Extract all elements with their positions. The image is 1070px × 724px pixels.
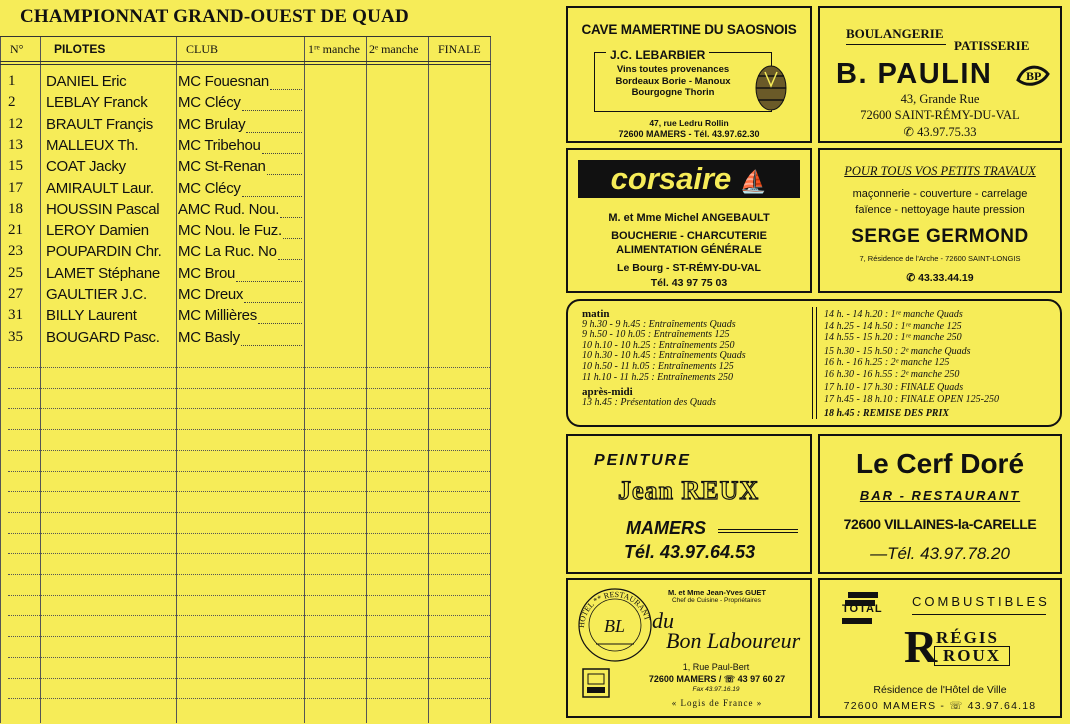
rider-name: LEROY Damien xyxy=(46,222,149,240)
ad-corsaire-l2: ALIMENTATION GÉNÉRALE xyxy=(616,244,762,256)
table-row xyxy=(0,243,491,264)
ad-labour-owners: M. et Mme Jean-Yves GUET xyxy=(668,588,766,597)
blank-line xyxy=(8,595,490,596)
logis-de-france-icon xyxy=(582,668,610,698)
rider-name: AMIRAULT Laur. xyxy=(46,179,154,197)
rider-club: MC Brou xyxy=(178,264,236,282)
ad-paulin-top1: BOULANGERIE xyxy=(846,26,944,41)
dotted-leader xyxy=(278,259,302,260)
ad-roux-combustibles: COMBUSTIBLES xyxy=(912,594,1050,609)
underline xyxy=(718,529,798,533)
blank-line xyxy=(8,553,490,554)
rider-name: LAMET Stéphane xyxy=(46,264,160,282)
left-page xyxy=(0,0,500,724)
ad-cerf-dore xyxy=(818,434,1062,574)
table-row xyxy=(0,329,491,350)
rider-number: 13 xyxy=(8,136,23,153)
header-pilotes: PILOTES xyxy=(54,42,106,56)
header-manche-2: 2ᵉ manche xyxy=(369,42,419,56)
ad-bon-laboureur xyxy=(566,578,812,718)
schedule-divider xyxy=(816,307,817,419)
rider-name: GAULTIER J.C. xyxy=(46,286,147,303)
blank-line xyxy=(8,408,490,409)
blank-line xyxy=(8,615,490,616)
ad-peinture-reux xyxy=(566,434,812,574)
ad-corsaire-l1: BOUCHERIE - CHARCUTERIE xyxy=(611,230,767,242)
ad-cerf-tel-text: Tél. 43.97.78.20 xyxy=(887,544,1010,563)
table-row xyxy=(0,73,491,94)
ad-germond-headline: POUR TOUS VOS PETITS TRAVAUX xyxy=(844,164,1036,178)
rider-name: COAT Jacky xyxy=(46,158,126,176)
table-row xyxy=(0,94,491,115)
rider-name: BOUGARD Pasc. xyxy=(46,328,160,346)
ad-cave-line: Vins toutes provenances xyxy=(616,64,730,75)
ad-roux-name2: ROUX xyxy=(934,646,1010,666)
ad-paulin-addr2: 72600 SAINT-RÉMY-DU-VAL xyxy=(860,108,1020,122)
ad-cave-name: J.C. LEBARBIER xyxy=(606,48,709,62)
rider-club: MC Tribehou xyxy=(178,136,261,154)
dotted-leader xyxy=(283,238,302,239)
rider-number: 17 xyxy=(8,179,23,196)
rider-name: MALLEUX Th. xyxy=(46,136,139,154)
schedule-line: 15 h.30 - 15 h.50 : 2ᵉ manche Quads xyxy=(824,345,971,357)
table-row xyxy=(0,180,491,201)
barrel-icon xyxy=(750,62,792,114)
divider xyxy=(912,614,1046,615)
rider-number: 31 xyxy=(8,307,23,324)
corsaire-logo-text: corsaire xyxy=(610,161,732,196)
ad-labour-chef: Chef de Cuisine - Propriétaires xyxy=(672,597,761,604)
table-row xyxy=(0,286,491,307)
schedule-line: après-midi xyxy=(582,386,633,399)
ad-roux-name1: RÉGIS xyxy=(936,628,999,647)
page-title: CHAMPIONNAT GRAND-OUEST DE QUAD xyxy=(20,6,409,27)
ad-labour-city-tel: 72600 MAMERS / ☏ 43 97 60 27 xyxy=(648,674,786,684)
rider-number: 1 xyxy=(8,73,16,89)
rider-club: MC Millières xyxy=(178,307,257,325)
results-table xyxy=(0,36,491,723)
ad-cave-mamertine xyxy=(566,6,812,143)
blank-line xyxy=(8,491,490,492)
rider-number: 2 xyxy=(8,94,16,111)
blank-line xyxy=(8,533,490,534)
dotted-leader xyxy=(242,110,302,111)
corsaire-logo xyxy=(578,160,800,198)
rider-number: 27 xyxy=(8,286,23,302)
ad-reux-l1: PEINTURE xyxy=(594,452,691,469)
rider-club: MC Fouesnan xyxy=(178,73,269,90)
ad-labour-fax: Fax 43.97.16.19 xyxy=(692,686,740,693)
ad-germond-name: SERGE GERMOND xyxy=(851,226,1029,247)
ad-labour-logis: « Logis de France » xyxy=(671,698,763,708)
rider-name: POUPARDIN Chr. xyxy=(46,243,162,261)
svg-text:BP: BP xyxy=(1026,69,1042,83)
table-row xyxy=(0,158,491,179)
schedule-line: 16 h.30 - 16 h.55 : 2ᵉ manche 250 xyxy=(824,368,960,380)
table-row xyxy=(0,201,491,222)
schedule-line: 9 h.50 - 10 h.05 : Entraînements 125 xyxy=(582,329,730,341)
blank-line xyxy=(8,429,490,430)
ad-corsaire xyxy=(566,148,812,293)
ad-germond-l2: faïence - nettoyage haute pression xyxy=(855,204,1025,216)
seal-text: HOTEL ** RESTAURANT xyxy=(576,589,652,629)
blank-line xyxy=(8,367,490,368)
ad-germond-l1: maçonnerie - couverture - carrelage xyxy=(852,188,1028,200)
table-row xyxy=(0,137,491,158)
schedule-line: 10 h.30 - 10 h.45 : Entraînements Quads xyxy=(582,350,746,362)
rider-club: MC La Ruc. No xyxy=(178,243,277,261)
ad-reux-name: Jean REUX xyxy=(618,476,760,505)
ad-cave-address: 47, rue Ledru Rollin xyxy=(649,118,729,128)
schedule-line: matin xyxy=(582,308,610,320)
dotted-leader xyxy=(246,132,302,133)
ad-cave-line: Bordeaux Borie - Manoux xyxy=(615,75,731,87)
dotted-leader xyxy=(258,323,302,324)
ad-paulin-name: B. PAULIN xyxy=(836,58,993,90)
roux-initial: R xyxy=(904,621,938,672)
schedule-afternoon xyxy=(824,309,1060,420)
ad-paulin-tel: ✆ 43.97.75.33 xyxy=(903,125,977,139)
ad-boulangerie-paulin xyxy=(818,6,1062,143)
dotted-leader xyxy=(241,345,302,346)
blank-line xyxy=(8,698,490,699)
ad-cerf-sub: BAR - RESTAURANT xyxy=(859,488,1021,503)
rider-number: 35 xyxy=(8,328,23,345)
schedule-line: 14 h. - 14 h.20 : 1ʳᵉ manche Quads xyxy=(824,309,963,320)
rider-club: MC Clécy xyxy=(178,94,241,112)
blank-line xyxy=(8,471,490,472)
ad-cave-line: Bourgogne Thorin xyxy=(631,87,715,98)
dotted-leader xyxy=(270,89,302,90)
ad-roux-total: TOTAL xyxy=(842,603,883,615)
schedule-morning xyxy=(582,309,814,408)
header-club: CLUB xyxy=(186,42,219,56)
table-row xyxy=(0,265,491,286)
schedule-line: 10 h.50 - 11 h.05 : Entraînements 125 xyxy=(582,360,734,372)
schedule-line: 14 h.25 - 14 h.50 : 1ʳᵉ manche 125 xyxy=(824,320,962,332)
ad-corsaire-tel: Tél. 43 97 75 03 xyxy=(650,277,728,289)
dotted-leader xyxy=(262,153,302,154)
rider-number: 21 xyxy=(8,222,23,239)
rider-club: MC St-Renan xyxy=(178,158,266,176)
rider-name: DANIEL Eric xyxy=(46,73,127,90)
underline xyxy=(846,44,946,45)
schedule-line: 13 h.45 : Présentation des Quads xyxy=(582,396,716,408)
dotted-leader xyxy=(280,217,302,218)
ad-cerf-name: Le Cerf Doré xyxy=(855,448,1025,479)
rider-number: 23 xyxy=(8,243,23,260)
svg-text:BL: BL xyxy=(604,616,626,636)
ad-serge-germond xyxy=(818,148,1062,293)
ad-labour-name: Bon Laboureur xyxy=(666,628,801,653)
rider-number: 18 xyxy=(8,200,23,217)
ad-roux-name-block xyxy=(904,621,1054,672)
ad-corsaire-owners: M. et Mme Michel ANGEBAULT xyxy=(608,212,770,224)
ad-germond-tel: ✆ 43.33.44.19 xyxy=(906,272,974,284)
rider-club: MC Brulay xyxy=(178,115,246,133)
rider-number: 15 xyxy=(8,158,23,175)
rider-club: MC Nou. le Fuz. xyxy=(178,222,282,240)
pastry-logo-icon xyxy=(1014,60,1054,90)
ad-roux-city-tel: 72600 MAMERS - ☏ 43.97.64.18 xyxy=(843,700,1037,712)
blank-line xyxy=(8,574,490,575)
ad-cave-title: CAVE MAMERTINE DU SAOSNOIS xyxy=(581,22,797,37)
table-row xyxy=(0,116,491,137)
ad-labour-du: du xyxy=(652,608,674,633)
ad-corsaire-addr: Le Bourg - ST-RÉMY-DU-VAL xyxy=(617,262,761,274)
header-rule xyxy=(0,64,491,65)
table-row xyxy=(0,307,491,328)
header-finale: FINALE xyxy=(438,42,481,56)
rider-number: 25 xyxy=(8,264,23,281)
schedule-line: 11 h.10 - 11 h.25 : Entraînements 250 xyxy=(582,371,734,383)
schedule-line: 9 h.30 - 9 h.45 : Entraînements Quads xyxy=(582,318,736,330)
ad-cerf-city: 72600 VILLAINES-la-CARELLE xyxy=(843,516,1037,532)
header-manche-1: 1ʳᵉ manche xyxy=(308,42,360,56)
blank-line xyxy=(8,512,490,513)
ad-reux-tel: Tél. 43.97.64.53 xyxy=(624,542,756,562)
rider-name: BILLY Laurent xyxy=(46,307,137,325)
header-no: N° xyxy=(10,42,24,56)
ad-labour-addr: 1, Rue Paul-Bert xyxy=(682,662,750,672)
rider-club: MC Basly xyxy=(178,328,240,346)
hotel-seal-icon xyxy=(574,584,656,666)
dotted-leader xyxy=(244,302,302,303)
ad-cave-city-tel: 72600 MAMERS - Tél. 43.97.62.30 xyxy=(618,129,760,139)
schedule-line: 17 h.45 - 18 h.10 : FINALE OPEN 125-250 xyxy=(824,393,999,405)
table-row xyxy=(0,222,491,243)
rider-number: 12 xyxy=(8,115,23,132)
sailboat-icon: ⛵ xyxy=(739,169,768,194)
dotted-leader xyxy=(267,174,302,175)
ad-regis-roux xyxy=(818,578,1062,718)
header-rule xyxy=(0,61,491,62)
ad-reux-city: MAMERS xyxy=(626,518,706,538)
rider-name: LEBLAY Franck xyxy=(46,94,148,112)
dotted-leader xyxy=(236,281,302,282)
rider-club: AMC Rud. Nou. xyxy=(178,200,280,218)
ad-germond-addr: 7, Résidence de l'Arche - 72600 SAINT-LONGIS xyxy=(859,254,1021,263)
schedule-line: 16 h. - 16 h.25 : 2ᵉ manche 125 xyxy=(824,357,950,368)
ad-cerf-tel: —Tél. 43.97.78.20 xyxy=(870,544,1010,563)
ad-paulin-top2: PATISSERIE xyxy=(954,38,1030,53)
schedule-line: 18 h.45 : REMISE DES PRIX xyxy=(824,408,950,419)
schedule-line: 10 h.10 - 10 h.25 : Entraînements 250 xyxy=(582,339,735,351)
ad-paulin-addr1: 43, Grande Rue xyxy=(900,92,980,106)
blank-line xyxy=(8,678,490,679)
rider-club: MC Dreux xyxy=(178,286,244,303)
ad-cave-lines xyxy=(598,64,748,99)
schedule-line: 17 h.10 - 17 h.30 : FINALE Quads xyxy=(824,382,964,393)
blank-line xyxy=(8,450,490,451)
schedule-line: 14 h.55 - 15 h.20 : 1ʳᵉ manche 250 xyxy=(824,332,962,343)
rider-name: BRAULT Françis xyxy=(46,115,153,133)
schedule-divider xyxy=(812,307,813,419)
dotted-leader xyxy=(242,196,302,197)
blank-line xyxy=(8,636,490,637)
rider-club: MC Clécy xyxy=(178,179,241,197)
ad-roux-addr: Résidence de l'Hôtel de Ville xyxy=(873,684,1007,696)
program-schedule xyxy=(566,299,1062,427)
rider-name: HOUSSIN Pascal xyxy=(46,200,160,218)
blank-line xyxy=(8,657,490,658)
blank-line xyxy=(8,388,490,389)
